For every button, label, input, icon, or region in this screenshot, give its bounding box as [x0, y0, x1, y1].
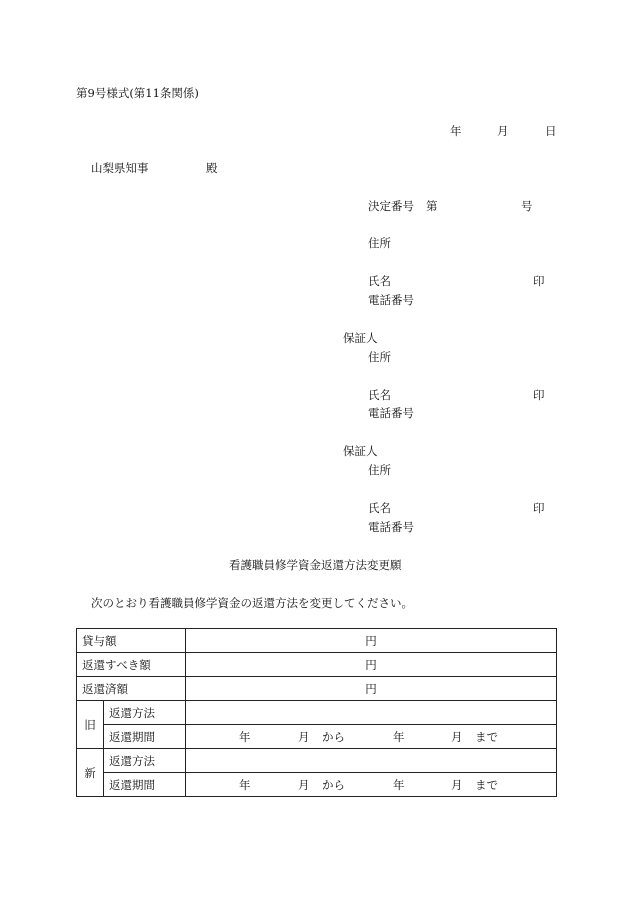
table-row-old-period [77, 725, 557, 749]
old-method-value [186, 701, 557, 725]
amount-to-repay-yen: 円 [186, 653, 557, 677]
guarantor-2-name-label: 氏名 [368, 501, 391, 515]
loan-amount-label: 貸与額 [77, 629, 186, 653]
guarantor-2-phone-label: 電話番号 [368, 520, 414, 534]
table-row-old-method [77, 701, 557, 725]
honorific: 殿 [206, 161, 218, 175]
old-method-label: 返還方法 [104, 701, 186, 725]
old-end-year: 年 [393, 730, 405, 744]
guarantor-2-seal: 印 [533, 501, 545, 515]
guarantor-1-name-label: 氏名 [368, 388, 391, 402]
old-until: まで [475, 730, 498, 744]
new-end-year: 年 [393, 778, 405, 792]
repaid-amount-yen: 円 [186, 677, 557, 701]
date-day-label: 日 [545, 124, 557, 138]
guarantor-2-title: 保証人 [343, 444, 378, 458]
new-period-value [186, 773, 557, 797]
new-method-label: 返還方法 [104, 749, 186, 773]
old-group-label: 旧 [77, 701, 104, 749]
guarantor-1-seal: 印 [533, 388, 545, 402]
new-start-month: 月 [298, 778, 310, 792]
guarantor-1-title: 保証人 [343, 331, 378, 345]
applicant-phone-label: 電話番号 [368, 293, 414, 307]
table-row-loan-amount [77, 629, 557, 653]
date-month-label: 月 [497, 124, 509, 138]
applicant-address-label: 住所 [368, 236, 391, 250]
old-start-year: 年 [239, 730, 251, 744]
repaid-amount-label: 返還済額 [77, 677, 186, 701]
document-title: 看護職員修学資金返還方法変更願 [229, 558, 402, 572]
new-group-label: 新 [77, 749, 104, 797]
new-method-value [186, 749, 557, 773]
loan-amount-yen: 円 [186, 629, 557, 653]
applicant-name-label: 氏名 [368, 274, 391, 288]
new-end-month: 月 [451, 778, 463, 792]
document-body: 次のとおり看護職員修学資金の返還方法を変更してください。 [91, 596, 413, 610]
table-row-new-method [77, 749, 557, 773]
old-from: から [322, 730, 345, 744]
old-end-month: 月 [451, 730, 463, 744]
decision-number-suffix: 号 [521, 199, 533, 213]
table-row-repaid-amount [77, 677, 557, 701]
decision-number-prefix: 第 [426, 199, 438, 213]
repayment-table [76, 628, 557, 797]
date-year-label: 年 [450, 124, 462, 138]
amount-to-repay-label: 返還すべき額 [77, 653, 186, 677]
addressee: 山梨県知事 [91, 161, 149, 175]
decision-number-label: 決定番号 [368, 199, 414, 213]
guarantor-2-address-label: 住所 [368, 463, 391, 477]
new-from: から [322, 778, 345, 792]
new-period-label: 返還期間 [104, 773, 186, 797]
guarantor-1-address-label: 住所 [368, 350, 391, 364]
old-period-label: 返還期間 [104, 725, 186, 749]
table-row-new-period [77, 773, 557, 797]
guarantor-1-phone-label: 電話番号 [368, 406, 414, 420]
old-start-month: 月 [298, 730, 310, 744]
new-until: まで [475, 778, 498, 792]
form-number: 第9号様式(第11条関係) [76, 86, 199, 100]
old-period-value [186, 725, 557, 749]
new-start-year: 年 [239, 778, 251, 792]
applicant-seal: 印 [533, 274, 545, 288]
table-row-amount-to-repay [77, 653, 557, 677]
